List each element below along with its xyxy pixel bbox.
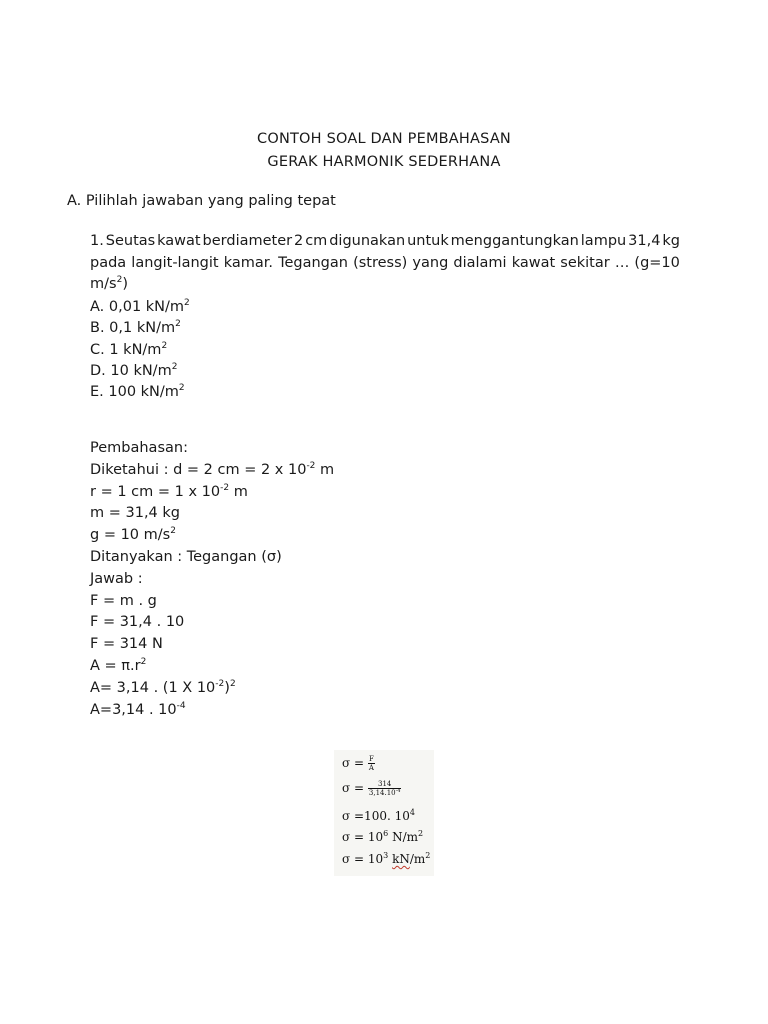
question-line-3 bbox=[90, 274, 680, 296]
formula-line-4-unit: N/m bbox=[388, 830, 418, 844]
question-line-2-word: kamar. bbox=[223, 254, 273, 271]
question-line-1 bbox=[90, 231, 680, 253]
solution bbox=[90, 438, 334, 721]
formula-line-4-text: σ = 10 bbox=[342, 830, 384, 844]
question-line-1-word: 31,4 bbox=[628, 233, 661, 249]
option-a bbox=[90, 297, 190, 318]
step-4 bbox=[90, 656, 334, 678]
formula-line-5-unit: kN bbox=[392, 852, 410, 866]
known-radius-unit: m bbox=[229, 483, 248, 500]
known-gravity-text: g = 10 m/s bbox=[90, 527, 171, 544]
option-c-label: C. 1 kN/m bbox=[90, 341, 162, 358]
formula-line-4-unit-sup: 2 bbox=[418, 829, 424, 838]
question-line-1-word: untuk bbox=[407, 233, 449, 249]
asked: Ditanyakan : Tegangan (σ) bbox=[90, 548, 282, 565]
answer-options bbox=[90, 297, 190, 403]
question-line-1-word: menggantungkan bbox=[450, 233, 579, 249]
option-e-label: E. 100 kN/m bbox=[90, 384, 179, 401]
option-b-sup: 2 bbox=[175, 319, 181, 330]
formula-line-4-sup: 6 bbox=[383, 829, 389, 838]
formula-line-2-lhs: σ = bbox=[342, 781, 365, 795]
formula-line-5 bbox=[342, 852, 430, 866]
formula-line-2-denominator bbox=[368, 789, 402, 797]
question-line-1-word: 2 bbox=[294, 233, 304, 249]
option-e bbox=[90, 382, 190, 403]
option-d-sup: 2 bbox=[171, 361, 178, 372]
solution-heading: Pembahasan: bbox=[90, 440, 188, 456]
option-b bbox=[90, 318, 190, 339]
option-b-label: B. 0,1 kN/m bbox=[90, 320, 176, 337]
known-radius bbox=[90, 482, 334, 504]
formula-line-5-text: σ = 10 bbox=[342, 852, 384, 866]
step-5 bbox=[90, 678, 334, 700]
step-1: F = m . g bbox=[90, 592, 157, 609]
question-line-1-word: cm bbox=[305, 233, 328, 249]
formula-line-1 bbox=[342, 755, 375, 772]
question-line-1-word: berdiameter bbox=[202, 233, 293, 249]
question-line-1-word: kawat bbox=[157, 233, 201, 249]
formula-line-2-den-text: 3,14.10 bbox=[368, 789, 396, 797]
formula-line-3 bbox=[342, 809, 415, 823]
formula-line-2 bbox=[342, 780, 401, 797]
question-line-2 bbox=[90, 253, 680, 275]
known-gravity-sup: 2 bbox=[170, 526, 176, 537]
known-mass: m = 31,4 kg bbox=[90, 505, 180, 522]
question-line-1-word: Seutas bbox=[105, 233, 156, 249]
formula-line-2-numerator: 314 bbox=[368, 780, 402, 789]
question-line-2-word: (stress) bbox=[353, 254, 408, 271]
question-line-1-word: 1. bbox=[90, 233, 104, 249]
formula-image bbox=[334, 750, 434, 876]
step-4-text: A = π.r bbox=[90, 657, 141, 674]
question-line-2-word: kawat bbox=[511, 254, 556, 271]
step-5-sup-2: 2 bbox=[229, 678, 236, 689]
step-6 bbox=[90, 700, 334, 722]
question-line-2-word: langit-langit bbox=[131, 254, 219, 271]
step-4-sup: 2 bbox=[140, 656, 147, 667]
option-a-sup: 2 bbox=[184, 298, 190, 308]
step-5-tail: ) bbox=[224, 679, 230, 696]
question-line-2-word: dialami bbox=[453, 254, 507, 271]
question-line-2-word: sekitar bbox=[560, 254, 610, 271]
question-line-2-word: … bbox=[614, 254, 630, 271]
formula-line-4 bbox=[342, 830, 423, 844]
document-title-line-1: CONTOH SOAL DAN PEMBAHASAN bbox=[257, 131, 511, 147]
question-line-1-word: lampu bbox=[580, 233, 627, 249]
option-d-label: D. 10 kN/m bbox=[90, 362, 172, 379]
question-line-2-word: Tegangan bbox=[278, 254, 348, 271]
known-radius-sup: -2 bbox=[220, 482, 230, 493]
option-c bbox=[90, 340, 190, 361]
formula-line-1-denominator: A bbox=[368, 764, 374, 772]
option-d bbox=[90, 361, 190, 382]
section-heading: A. Pilihlah jawaban yang paling tepat bbox=[67, 193, 336, 209]
formula-line-5-unit-tail: /m bbox=[409, 852, 426, 866]
step-3: F = 314 N bbox=[90, 636, 163, 653]
question-line-3-tail: ) bbox=[122, 276, 128, 292]
step-6-sup: -4 bbox=[176, 700, 186, 711]
question-line-1-word: digunakan bbox=[329, 233, 406, 249]
question-line-2-word: yang bbox=[412, 254, 449, 271]
formula-line-2-den-sup: -4 bbox=[395, 788, 401, 794]
question-line-2-word: (g=10 bbox=[634, 254, 680, 271]
formula-line-5-unit-sup: 2 bbox=[425, 851, 431, 860]
known-gravity bbox=[90, 525, 334, 547]
question-1 bbox=[90, 231, 680, 296]
known-diameter-sup: -2 bbox=[306, 460, 316, 471]
formula-line-3-sup: 4 bbox=[409, 808, 415, 817]
step-5-text: A= 3,14 . (1 X 10 bbox=[90, 679, 216, 696]
option-a-label: A. 0,01 kN/m bbox=[90, 299, 185, 315]
step-2: F = 31,4 . 10 bbox=[90, 614, 185, 631]
known-diameter-text: Diketahui : d = 2 cm = 2 x 10 bbox=[90, 461, 307, 478]
formula-line-1-fraction bbox=[368, 755, 375, 772]
question-line-3-text: m/s bbox=[90, 276, 117, 292]
answer-label: Jawab : bbox=[90, 570, 143, 587]
formula-line-3-text: σ =100. 10 bbox=[342, 809, 410, 823]
formula-line-1-numerator: F bbox=[368, 755, 374, 763]
step-5-sup: -2 bbox=[215, 678, 225, 689]
known-radius-text: r = 1 cm = 1 x 10 bbox=[90, 483, 221, 500]
question-line-3-sup: 2 bbox=[116, 275, 123, 285]
option-c-sup: 2 bbox=[161, 340, 168, 351]
question-line-1-word: kg bbox=[662, 233, 680, 249]
document-title-line-2: GERAK HARMONIK SEDERHANA bbox=[267, 154, 501, 170]
question-line-2-word: pada bbox=[90, 254, 127, 271]
formula-line-1-lhs: σ = bbox=[342, 756, 365, 770]
formula-line-5-sup: 3 bbox=[383, 851, 389, 860]
formula-line-2-fraction bbox=[368, 780, 402, 797]
step-6-text: A=3,14 . 10 bbox=[90, 701, 177, 718]
known-diameter bbox=[90, 460, 334, 482]
known-diameter-unit: m bbox=[315, 461, 335, 478]
option-e-sup: 2 bbox=[178, 383, 185, 394]
